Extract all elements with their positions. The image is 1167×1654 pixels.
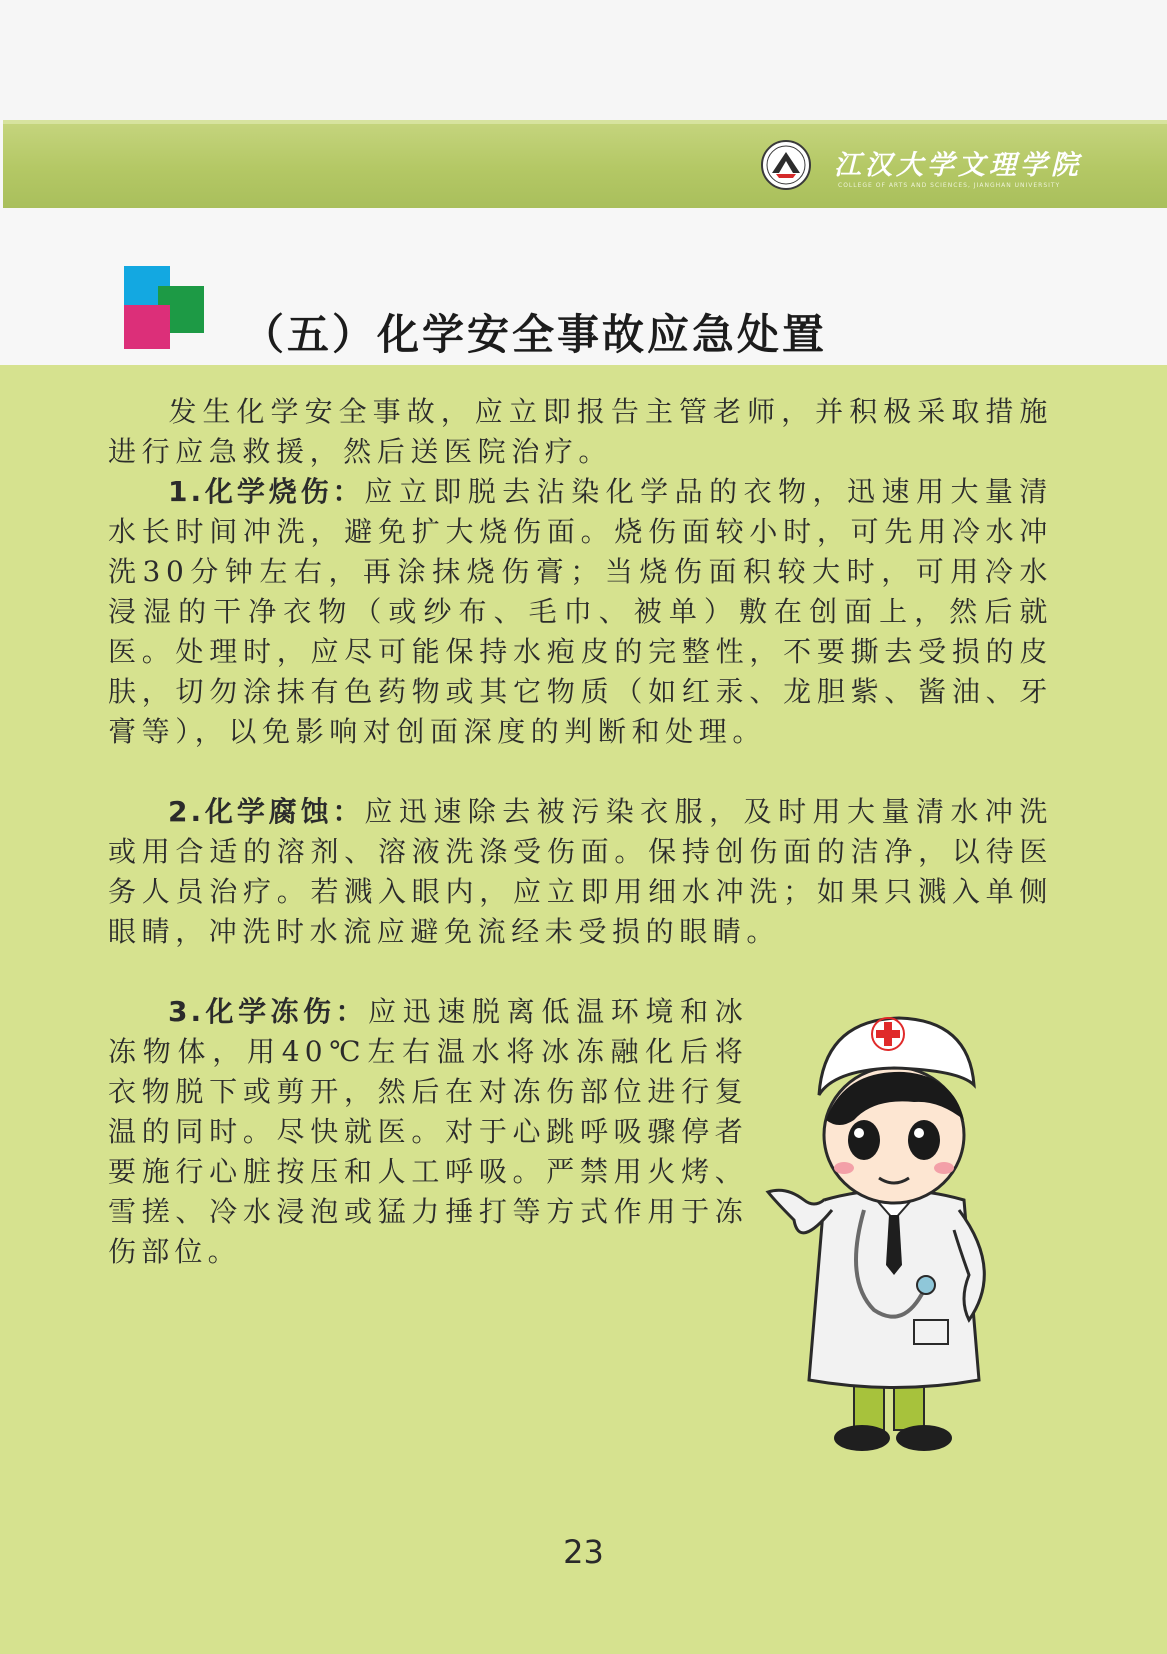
intro-text: 发生化学安全事故，应立即报告主管老师，并积极采取措施进行应急救援，然后送医院治疗。 (108, 395, 1053, 468)
chemical-frostbite-text: 应迅速脱离低温环境和冰冻物体，用40℃左右温水将冰冻融化后将衣物脱下或剪开，然后在对冻伤部位进行复温的同时。尽快就医。对于心跳呼吸骤停者要施行心脏按压和人工呼吸。严禁用火烤、雪搓、冷水浸泡或猛力捶打等方式作用于冻伤部位。 (108, 995, 748, 1268)
chemical-frostbite-paragraph (108, 992, 748, 1272)
decor-square-pink (124, 305, 170, 349)
chemical-frostbite-heading: 3.化学冻伤： (168, 995, 368, 1028)
doctor-cartoon-illustration (764, 1010, 1026, 1460)
page-number: 23 (563, 1533, 604, 1571)
section-title: （五）化学安全事故应急处置 (242, 310, 828, 359)
chemical-corrosion-paragraph (108, 792, 1053, 952)
university-name-english: COLLEGE OF ARTS AND SCIENCES, JIANGHAN UNIVERSITY (838, 182, 1061, 189)
university-name: 江汉大学文理学院 (834, 150, 1082, 181)
university-logo-icon (760, 139, 812, 191)
chemical-corrosion-heading: 2.化学腐蚀： (168, 795, 365, 828)
chemical-burn-paragraph (108, 472, 1053, 752)
chemical-burn-heading: 1.化学烧伤： (168, 475, 365, 508)
top-margin (0, 0, 1167, 120)
chemical-corrosion-text: 应迅速除去被污染衣服，及时用大量清水冲洗或用合适的溶剂、溶液洗涤受伤面。保持创伤面的洁净，以待医务人员治疗。若溅入眼内，应立即用细水冲洗；如果只溅入单侧眼睛，冲洗时水流应避免流经未受损的眼睛。 (108, 795, 1053, 948)
intro-paragraph (108, 392, 1053, 472)
chemical-burn-text: 应立即脱去沾染化学品的衣物，迅速用大量清水长时间冲洗，避免扩大烧伤面。烧伤面较小时，可先用冷水冲洗30分钟左右，再涂抹烧伤膏；当烧伤面积较大时，可用冷水浸湿的干净衣物（或纱布、毛巾、被单）敷在创面上，然后就医。处理时，应尽可能保持水疱皮的完整性，不要撕去受损的皮肤，切勿涂抹有色药物或其它物质（如红汞、龙胆紫、酱油、牙膏等），以免影响对创面深度的判断和处理。 (108, 475, 1053, 748)
